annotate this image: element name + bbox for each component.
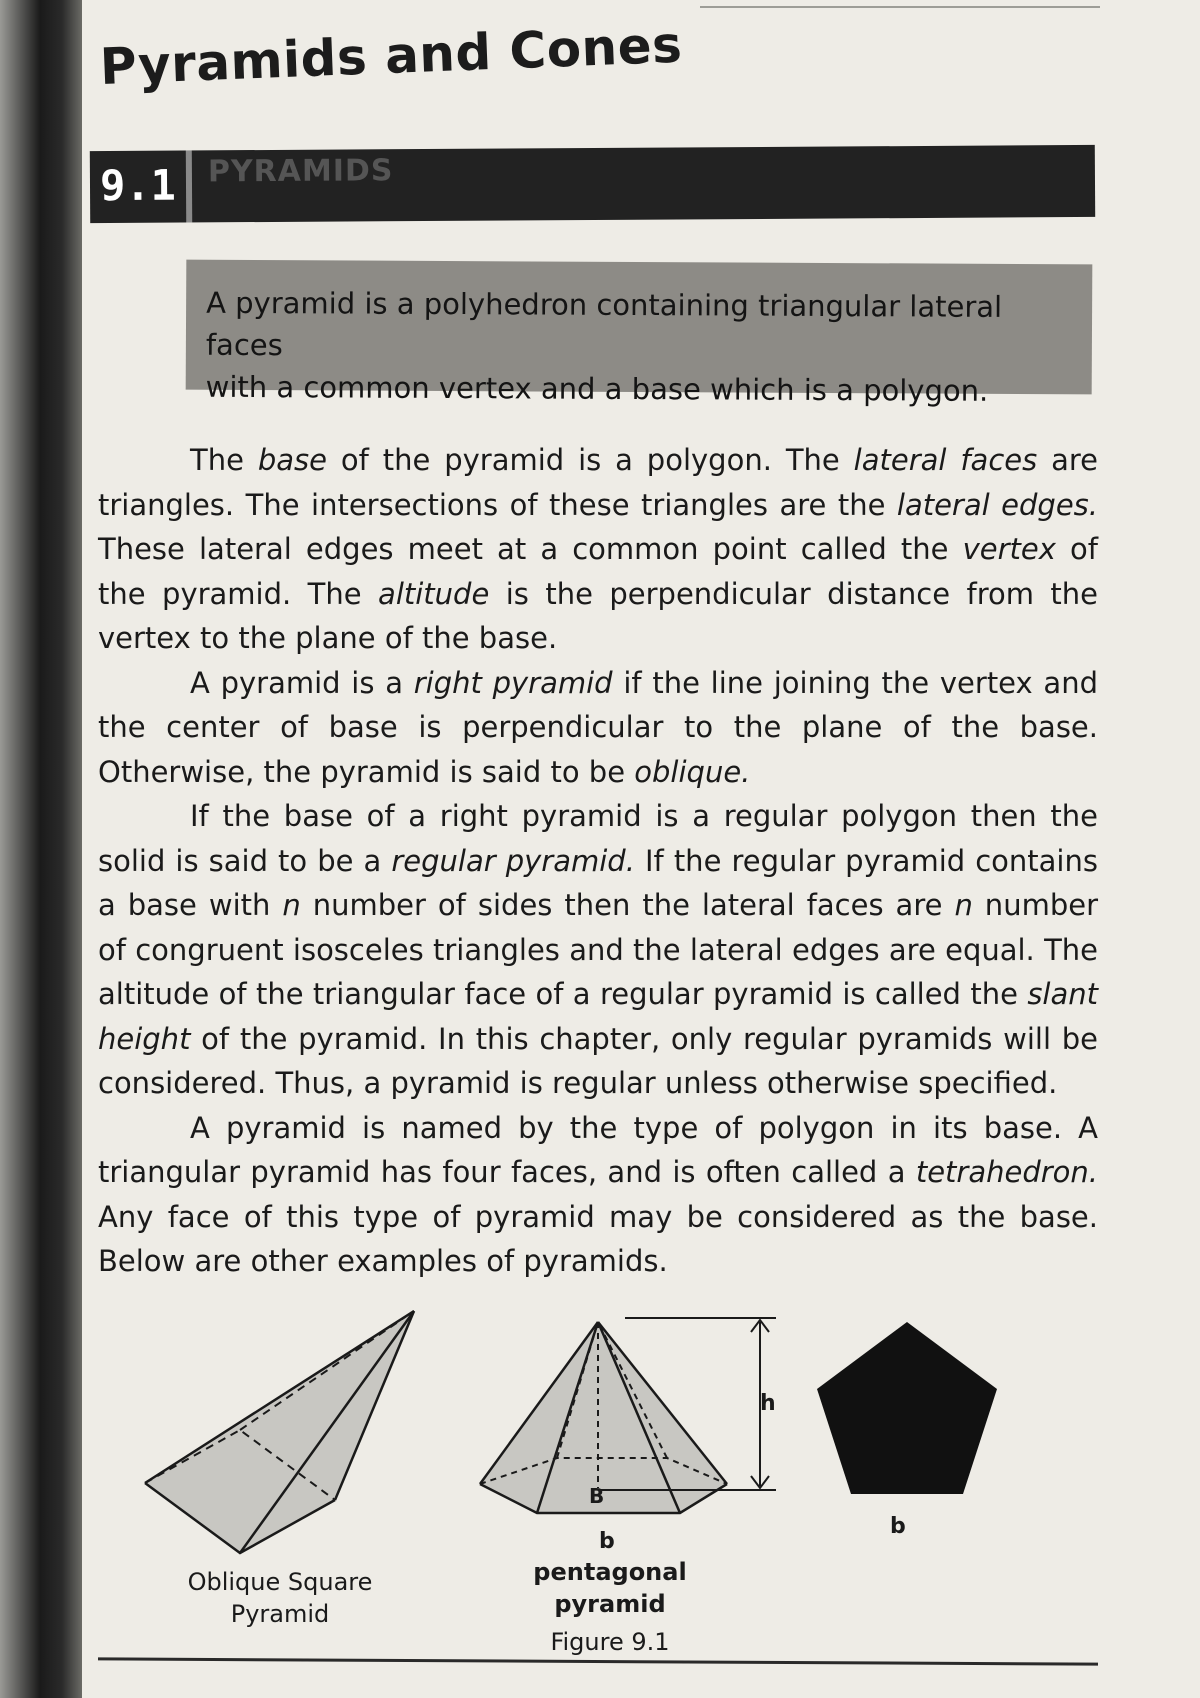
top-rule xyxy=(700,6,1100,8)
term-lateral-edges: lateral edges. xyxy=(896,487,1098,522)
text-run: number of congruent isosceles triangles and the lateral edges are equal. The altitude of the triangular face of a regular pyramid is called the xyxy=(98,888,1098,1011)
oblique-caption-line-1: Oblique Square xyxy=(187,1568,373,1596)
definition-line-2: with a common vertex and a base which is a polygon. xyxy=(205,369,989,408)
text-run: The xyxy=(190,443,258,477)
term-regular-pyramid: regular pyramid. xyxy=(391,843,635,878)
text-run: of the pyramid. The xyxy=(98,532,1099,611)
term-slant-height: slant height xyxy=(98,977,1098,1056)
pentagonal-caption-line-1: pentagonal xyxy=(533,1558,687,1586)
text-run: is the perpendicular distance from the vertex to the plane of the base. xyxy=(98,576,1098,655)
oblique-caption-line-2: Pyramid xyxy=(230,1600,330,1628)
term-tetrahedron: tetrahedron. xyxy=(915,1155,1098,1189)
section-title: PYRAMIDS xyxy=(207,153,394,190)
pentagon-shape xyxy=(817,1322,997,1494)
text-run: if the line joining the vertex and the center of base is perpendicular to the plane of the base. Otherwise, the pyramid is said to be xyxy=(98,665,1098,789)
term-oblique: oblique. xyxy=(634,754,751,789)
text-run: A pyramid is named by the type of polygon in its base. A triangular pyramid has four faces, and is often called a xyxy=(98,1110,1098,1189)
pentagon-base-diagram xyxy=(817,1322,997,1539)
pentagonal-caption-line-2: pyramid xyxy=(554,1590,666,1618)
body-text xyxy=(98,438,1098,1284)
text-run: number of sides then the lateral faces are xyxy=(300,888,955,922)
text-run: Any face of this type of pyramid may be considered as the base. Below are other examples of pyramids. xyxy=(98,1199,1098,1278)
text-run: These lateral edges meet at a common point called the xyxy=(98,532,963,566)
text-run: of the pyramid. In this chapter, only regular pyramids will be considered. Thus, a pyramid is regular unless otherwise specified. xyxy=(98,1021,1098,1100)
term-altitude: altitude xyxy=(378,576,490,611)
text-run: If the base of a right pyramid is a regular polygon then the solid is said to be a xyxy=(98,799,1098,878)
paragraph-2 xyxy=(98,661,1098,795)
term-lateral-faces: lateral faces xyxy=(853,443,1038,477)
text-run: If the regular pyramid contains a base with xyxy=(98,843,1098,922)
paragraph-4 xyxy=(98,1106,1098,1284)
oblique-pyramid-fill xyxy=(145,1311,414,1553)
definition-box xyxy=(186,260,1093,408)
oblique-square-pyramid-diagram xyxy=(145,1311,414,1553)
text-run: of the pyramid is a polygon. The xyxy=(326,443,854,477)
definition-line-1: A pyramid is a polyhedron containing triangular lateral faces xyxy=(205,285,1003,363)
term-n: n xyxy=(954,888,973,922)
label-b-pentagon: b xyxy=(890,1514,906,1539)
pentagonal-pyramid-diagram xyxy=(480,1318,776,1554)
section-header-bar xyxy=(90,145,1095,223)
term-right-pyramid: right pyramid xyxy=(413,665,613,700)
pentagonal-pyramid-caption xyxy=(500,1556,720,1620)
section-number: 9.1 xyxy=(99,160,177,211)
label-B: B xyxy=(589,1484,605,1508)
paragraph-1 xyxy=(98,438,1098,661)
figure-caption: Figure 9.1 xyxy=(550,1628,670,1656)
paragraph-3 xyxy=(98,794,1098,1106)
term-n: n xyxy=(282,888,301,922)
text-run: are triangles. The intersections of these triangles are the xyxy=(98,443,1099,522)
label-b-pyramid: b xyxy=(599,1529,615,1554)
section-separator xyxy=(186,150,192,222)
chapter-title: Pyramids and Cones xyxy=(98,15,684,96)
label-h: h xyxy=(760,1391,776,1416)
oblique-pyramid-caption xyxy=(160,1566,400,1630)
term-vertex: vertex xyxy=(962,532,1056,566)
term-base: base xyxy=(257,443,327,477)
text-run: A pyramid is a xyxy=(190,665,414,700)
